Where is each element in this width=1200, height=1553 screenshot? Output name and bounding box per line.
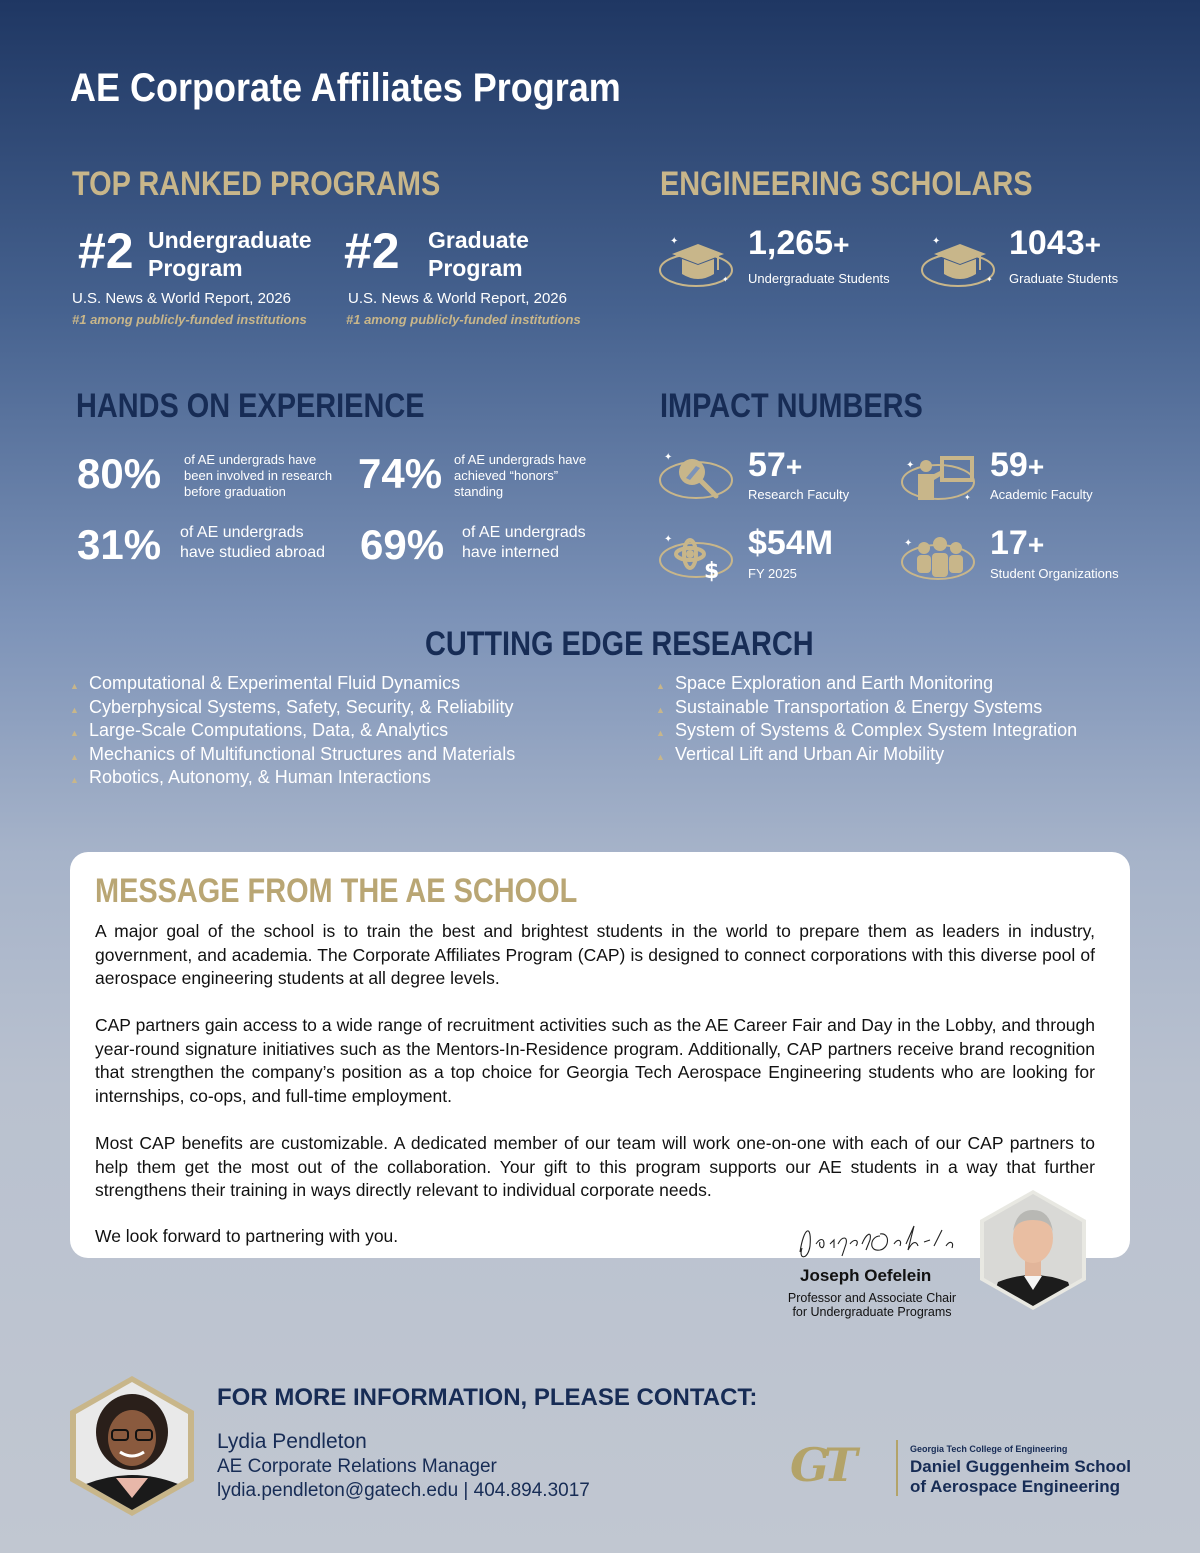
graduation-cap-icon bbox=[920, 232, 1000, 292]
svg-text:$: $ bbox=[704, 559, 720, 584]
list-item: ▲ System of Systems & Complex System Integration bbox=[656, 720, 1078, 740]
contact-heading: FOR MORE INFORMATION, PLEASE CONTACT: bbox=[217, 1384, 758, 1411]
top-ranked-heading: TOP RANKED PROGRAMS bbox=[72, 165, 441, 203]
signer-title: Professor and Associate Chair for Undergraduate Programs bbox=[787, 1291, 957, 1319]
research-heading: CUTTING EDGE RESEARCH bbox=[425, 625, 814, 663]
svg-text:✦: ✦ bbox=[932, 236, 941, 247]
svg-text:✦: ✦ bbox=[964, 493, 971, 502]
contact-portrait bbox=[68, 1376, 196, 1516]
signature bbox=[790, 1216, 970, 1271]
impact-student-orgs-value: 17+ bbox=[990, 524, 1045, 562]
stat-percent: 69% bbox=[360, 521, 445, 568]
impact-student-orgs-label: Student Organizations bbox=[990, 566, 1119, 581]
svg-text:✦: ✦ bbox=[670, 236, 679, 247]
rank-note: #1 among publicly-funded institutions bbox=[346, 312, 581, 327]
rank-source: U.S. News & World Report, 2026 bbox=[348, 290, 567, 307]
scholars-grad-value: 1043+ bbox=[1009, 224, 1101, 262]
page-title: AE Corporate Affiliates Program bbox=[70, 66, 621, 110]
impact-research-faculty-label: Research Faculty bbox=[748, 487, 850, 502]
rocket-magnifier-icon bbox=[658, 450, 738, 510]
stat-percent: 80% bbox=[77, 450, 162, 497]
stat-description: of AE undergrads have been involved in research before graduation bbox=[184, 452, 333, 499]
list-item: ▲ Mechanics of Multifunctional Structures and Materials bbox=[70, 743, 516, 764]
rank-number: #2 bbox=[78, 223, 134, 279]
rank-label-line2: Program bbox=[148, 255, 243, 281]
message-paragraph: A major goal of the school is to train the best and brightest students in the world to prepare them as leaders in industry, government, and academia. The Corporate Affiliates Program (CAP) is designed to connect corporations with this diverse pool of aerospace engineering students at all degree levels. bbox=[95, 921, 1095, 988]
impact-funding-label: FY 2025 bbox=[748, 566, 797, 581]
scholars-heading: ENGINEERING SCHOLARS bbox=[660, 165, 1033, 203]
message-paragraph: Most CAP benefits are customizable. A dedicated member of our team will work one-on-one with each of our CAP partners to help them get the most out of the collaboration. Your gift to this program supports our AE students in a way that further strengthens their training in ways directly relevant to individual corporate needs. bbox=[95, 1133, 1095, 1200]
people-group-icon bbox=[900, 528, 980, 588]
stat-percent: 31% bbox=[77, 521, 162, 568]
signer-portrait bbox=[978, 1190, 1088, 1310]
logo-school-line2: of Aerospace Engineering bbox=[910, 1477, 1121, 1496]
signer-name: Joseph Oefelein bbox=[800, 1266, 932, 1285]
list-item: ▲ Large-Scale Computations, Data, & Analytics bbox=[70, 720, 449, 740]
message-heading: MESSAGE FROM THE AE SCHOOL bbox=[95, 872, 578, 910]
scholars-undergrad-value: 1,265+ bbox=[748, 224, 850, 262]
list-item: ▲ Vertical Lift and Urban Air Mobility bbox=[656, 743, 945, 764]
logo-school-line1: Daniel Guggenheim School bbox=[910, 1457, 1132, 1476]
svg-text:✦: ✦ bbox=[906, 460, 915, 471]
svg-text:✦: ✦ bbox=[722, 275, 729, 284]
svg-text:✦: ✦ bbox=[664, 534, 673, 545]
list-item: ▲ Computational & Experimental Fluid Dynamics bbox=[70, 673, 461, 693]
scholars-undergrad-label: Undergraduate Students bbox=[748, 271, 890, 286]
research-list-left bbox=[70, 672, 515, 790]
list-item: ▲ Robotics, Autonomy, & Human Interactions bbox=[70, 767, 431, 787]
message-card bbox=[70, 852, 1130, 1258]
message-closing: We look forward to partnering with you. bbox=[95, 1226, 399, 1246]
rank-note: #1 among publicly-funded institutions bbox=[72, 312, 307, 327]
rank-label-line1: Undergraduate bbox=[148, 227, 312, 253]
impact-heading: IMPACT NUMBERS bbox=[660, 387, 923, 425]
svg-text:✦: ✦ bbox=[664, 452, 673, 463]
rank-label-line2: Program bbox=[428, 255, 523, 281]
graduation-cap-icon bbox=[658, 232, 738, 292]
rank-number: #2 bbox=[344, 223, 400, 279]
teacher-board-icon bbox=[900, 450, 980, 510]
impact-academic-faculty-label: Academic Faculty bbox=[990, 487, 1093, 502]
svg-text:✦: ✦ bbox=[986, 275, 993, 284]
contact-role: AE Corporate Relations Manager bbox=[217, 1456, 497, 1477]
hands-on-heading: HANDS ON EXPERIENCE bbox=[76, 387, 425, 425]
logo-college: Georgia Tech College of Engineering bbox=[910, 1444, 1068, 1454]
message-paragraph: CAP partners gain access to a wide range of recruitment activities such as the AE Career Fair and Day in the Lobby, and through year-round signature initiatives such as the Mentors-In-Residence program. Additionally, CAP partners receive brand recognition that strengthen the company’s position as a top choice for Georgia Tech Aerospace Engineering students who are looking for internships, co-ops, and full-time employment. bbox=[95, 1015, 1095, 1106]
impact-funding-value: $54M bbox=[748, 524, 834, 562]
atom-dollar-icon bbox=[658, 528, 738, 588]
list-item: ▲ Space Exploration and Earth Monitoring bbox=[656, 673, 994, 693]
logo-divider bbox=[896, 1440, 898, 1496]
svg-text:✦: ✦ bbox=[904, 538, 913, 549]
stat-description: of AE undergrads have interned bbox=[462, 524, 586, 561]
impact-research-faculty-value: 57+ bbox=[748, 446, 803, 484]
rank-label-line1: Graduate bbox=[428, 227, 529, 253]
stat-description: of AE undergrads have achieved “honors” standing bbox=[454, 452, 587, 499]
stat-percent: 74% bbox=[358, 450, 443, 497]
contact-details: lydia.pendleton@gatech.edu | 404.894.3017 bbox=[217, 1480, 590, 1501]
rank-source: U.S. News & World Report, 2026 bbox=[72, 290, 291, 307]
stat-description: of AE undergrads have studied abroad bbox=[180, 524, 325, 561]
gt-logo: GT bbox=[790, 1438, 852, 1492]
list-item: ▲ Sustainable Transportation & Energy Systems bbox=[656, 696, 1043, 717]
list-item: ▲ Cyberphysical Systems, Safety, Security, & Reliability bbox=[70, 696, 514, 717]
research-list-right bbox=[656, 672, 1077, 766]
impact-academic-faculty-value: 59+ bbox=[990, 446, 1045, 484]
contact-name: Lydia Pendleton bbox=[217, 1430, 367, 1453]
scholars-grad-label: Graduate Students bbox=[1009, 271, 1119, 286]
